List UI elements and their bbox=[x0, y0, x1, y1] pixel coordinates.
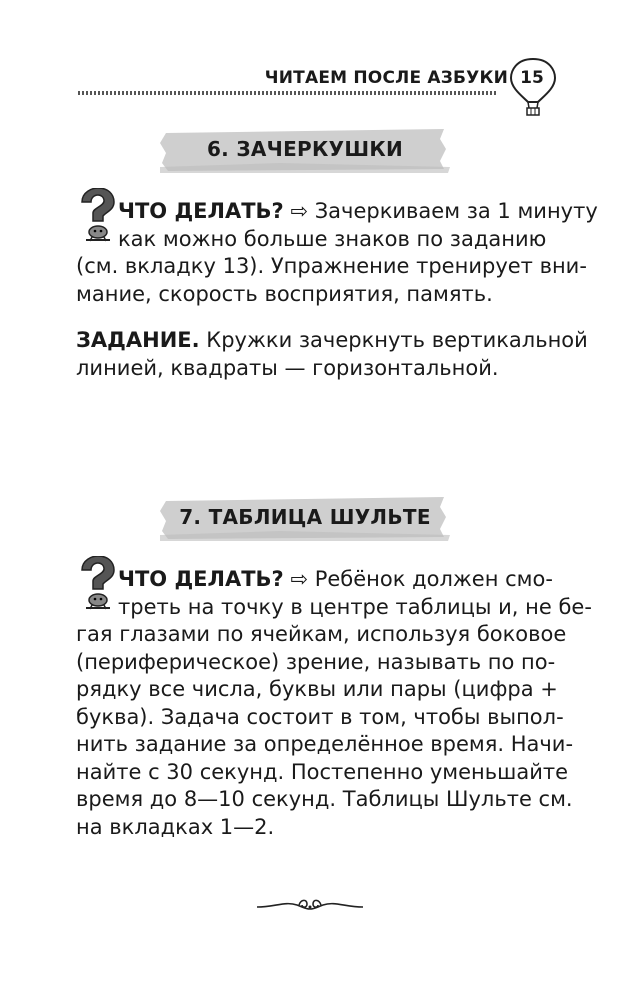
text-line: как можно больше знаков по заданию bbox=[118, 226, 547, 251]
header-dotted-rule bbox=[78, 91, 496, 95]
text-line: Ребёнок должен смо- bbox=[314, 567, 553, 591]
text-line: (см. вкладку 13). Упражнение тренирует вни- bbox=[76, 254, 587, 278]
what-to-do-label: ЧТО ДЕЛАТЬ? bbox=[118, 567, 284, 591]
text-line: линией, квадраты — горизонтальной. bbox=[76, 355, 499, 380]
text-line bbox=[76, 327, 588, 355]
section-6-banner bbox=[160, 127, 450, 173]
text-line bbox=[76, 566, 553, 594]
what-to-do-label: ЧТО ДЕЛАТЬ? bbox=[118, 199, 284, 223]
text-line: (периферическое) зрение, называть по по- bbox=[76, 649, 556, 674]
text-line: Зачеркиваем за 1 минуту bbox=[314, 199, 598, 223]
text-line bbox=[76, 198, 598, 226]
page-number: 15 bbox=[520, 68, 544, 88]
section-6-task bbox=[76, 327, 588, 382]
text-line: буква). Задача состоит в том, чтобы выпол- bbox=[76, 704, 564, 729]
section-6-heading: 6. ЗАЧЕРКУШКИ bbox=[206, 137, 404, 161]
section-7-text bbox=[76, 566, 592, 841]
task-label: ЗАДАНИЕ. bbox=[76, 328, 200, 352]
text-line: гая глазами по ячейкам, используя боковое bbox=[76, 622, 567, 646]
text-line: время до 8—10 секунд. Таблицы Шульте см. bbox=[76, 787, 573, 811]
arrow-glyph: ⇨ bbox=[290, 199, 309, 223]
text-line: нить задание за определённое время. Начи- bbox=[76, 732, 574, 756]
running-header bbox=[78, 58, 568, 98]
text-line: Кружки зачеркнуть вертикальной bbox=[206, 328, 588, 352]
text-line: на вкладках 1—2. bbox=[76, 814, 275, 839]
arrow-glyph: ⇨ bbox=[290, 567, 309, 591]
text-line: мание, скорость восприятия, память. bbox=[76, 281, 493, 306]
text-line: найте с 30 секунд. Постепенно уменьшайте bbox=[76, 759, 569, 784]
section-6-text bbox=[76, 198, 598, 308]
text-line: рядку все числа, буквы или пары (цифра + bbox=[76, 677, 558, 701]
running-header-title: ЧИТАЕМ ПОСЛЕ АЗБУКИ bbox=[264, 68, 508, 88]
decorative-flourish bbox=[255, 895, 365, 915]
section-7-heading: 7. ТАБЛИЦА ШУЛЬТЕ bbox=[179, 505, 431, 529]
text-line: треть на точку в центре таблицы и, не бе- bbox=[118, 594, 592, 619]
section-7-banner bbox=[160, 495, 450, 541]
